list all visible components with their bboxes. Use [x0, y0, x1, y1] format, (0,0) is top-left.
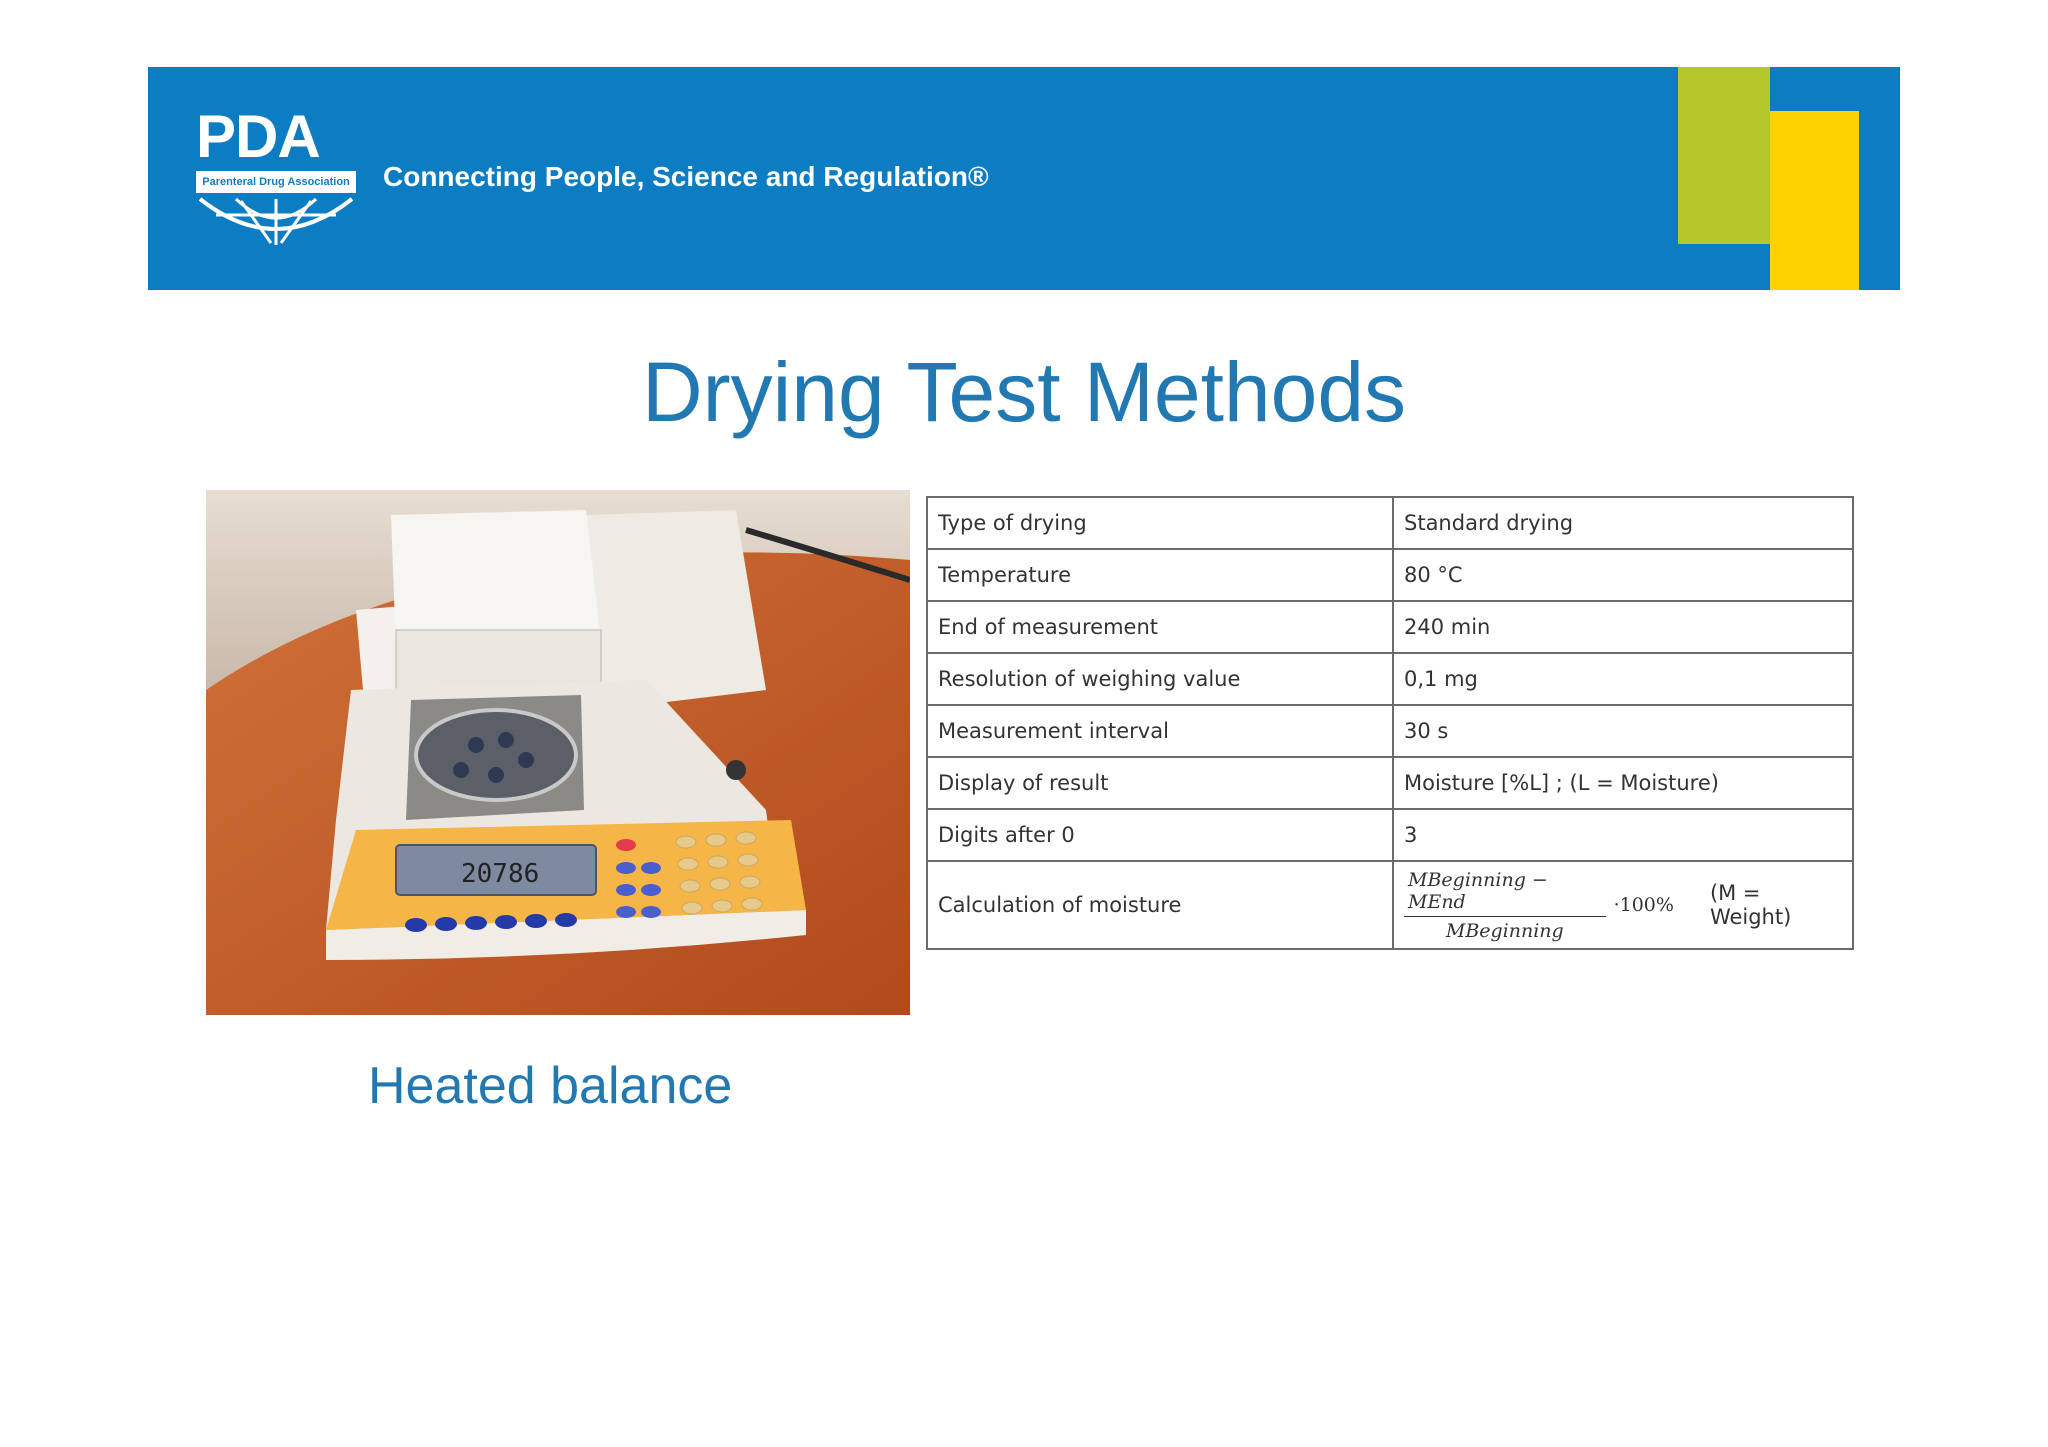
header-banner: [148, 67, 1900, 290]
yellow-accent-block: [1770, 111, 1859, 290]
row-label: Type of drying: [927, 497, 1393, 549]
photo-caption: Heated balance: [368, 1057, 733, 1115]
row-label: Calculation of moisture: [927, 861, 1393, 949]
table-row: [927, 549, 1853, 601]
formula-note: (M = Weight): [1709, 881, 1792, 929]
table-row: [927, 497, 1853, 549]
row-value: Standard drying: [1393, 497, 1853, 549]
globe-icon: [196, 197, 356, 247]
row-label: Digits after 0: [927, 809, 1393, 861]
logo-subtitle: Parenteral Drug Association: [196, 171, 356, 193]
row-value: 30 s: [1393, 705, 1853, 757]
formula-multiplier: ·100%: [1613, 894, 1674, 916]
logo-text: PDA: [196, 103, 320, 170]
table-row: [927, 601, 1853, 653]
row-value: 240 min: [1393, 601, 1853, 653]
row-label: End of measurement: [927, 601, 1393, 653]
formula-numerator: MBeginning − MEnd: [1404, 869, 1606, 917]
drying-parameters-table: [926, 496, 1854, 950]
table-row: [927, 809, 1853, 861]
green-accent-block: [1678, 67, 1770, 244]
row-label: Display of result: [927, 757, 1393, 809]
row-value: 0,1 mg: [1393, 653, 1853, 705]
formula-denominator: MBeginning: [1445, 919, 1564, 942]
slide-title: Drying Test Methods: [641, 345, 1407, 439]
row-label: Resolution of weighing value: [927, 653, 1393, 705]
row-label: Temperature: [927, 549, 1393, 601]
table-row: [927, 653, 1853, 705]
row-value: Moisture [%L] ; (L = Moisture): [1393, 757, 1853, 809]
formula-fraction: [1404, 869, 1606, 942]
pda-logo: [196, 103, 356, 247]
tagline: Connecting People, Science and Regulation®: [383, 161, 989, 192]
row-value: 3: [1393, 809, 1853, 861]
balance-display-reading: 20786: [461, 859, 540, 889]
row-label: Measurement interval: [927, 705, 1393, 757]
moisture-formula: [1393, 861, 1853, 949]
row-value: 80 °C: [1393, 549, 1853, 601]
table-row: [927, 705, 1853, 757]
table-row: [927, 757, 1853, 809]
table-row-formula: [927, 861, 1853, 949]
heated-balance-photo: [206, 490, 910, 1015]
